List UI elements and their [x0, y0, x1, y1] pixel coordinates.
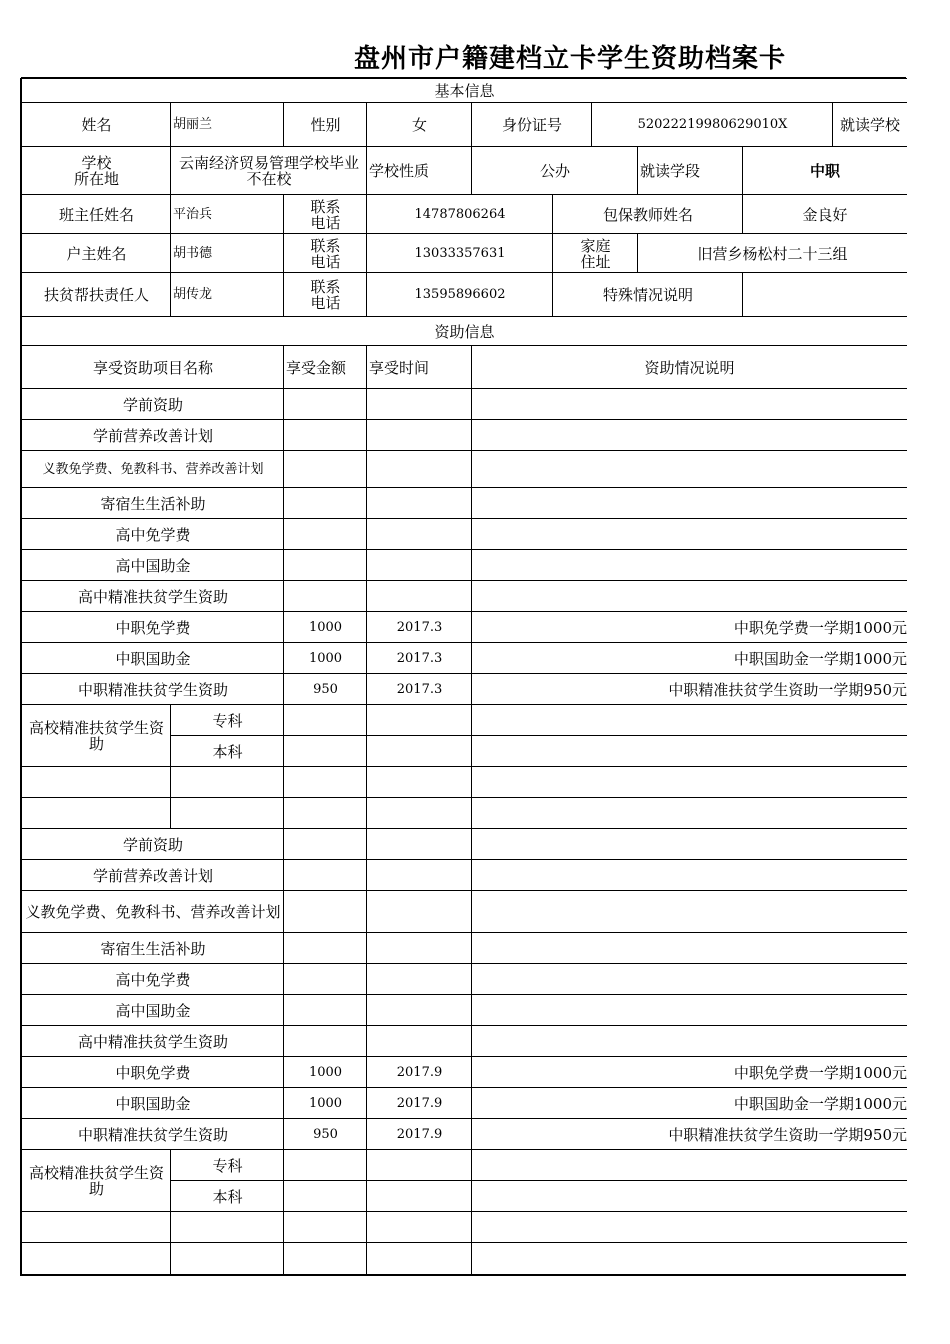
blank-cell — [283, 766, 367, 798]
aid-item-note: 中职国助金一学期1000元 — [471, 642, 907, 674]
college-aid-label: 高校精准扶贫学生资助 — [21, 704, 171, 767]
id-number-value: 52022219980629010X — [591, 102, 833, 147]
aid-item-note — [471, 963, 907, 995]
school-location-value — [170, 146, 367, 195]
aid-item-note — [471, 932, 907, 964]
aid-item-amount — [283, 450, 367, 488]
aid-item-name: 高中精准扶贫学生资助 — [21, 1025, 284, 1057]
blank-cell — [366, 1242, 472, 1276]
aid-item-amount — [283, 1025, 367, 1057]
aid-item-time: 2017.3 — [366, 611, 472, 643]
aid-item-note — [471, 1180, 907, 1212]
stage-value: 中职 — [742, 146, 907, 195]
school-label: 就读学校 — [832, 102, 907, 147]
aid-item-name: 高中精准扶贫学生资助 — [21, 580, 284, 612]
blank-cell — [21, 797, 171, 829]
aid-item-note — [471, 549, 907, 581]
college-aid-label: 高校精准扶贫学生资助 — [21, 1149, 171, 1212]
aid-item-note — [471, 518, 907, 550]
householder-phone-value: 13033357631 — [366, 233, 553, 273]
gender-label: 性别 — [283, 102, 367, 147]
guard-teacher-label: 包保教师姓名 — [552, 194, 743, 234]
blank-cell — [21, 1211, 171, 1243]
col-header-name: 享受资助项目名称 — [21, 345, 284, 389]
aid-item-amount — [283, 735, 367, 767]
aid-item-amount: 950 — [283, 1118, 367, 1150]
aid-item-time — [366, 1025, 472, 1057]
id-label: 身份证号 — [471, 102, 592, 147]
college-zhuanke-label: 专科 — [170, 704, 284, 736]
aid-item-amount: 1000 — [283, 1056, 367, 1088]
aid-item-amount — [283, 419, 367, 451]
aid-item-time: 2017.3 — [366, 642, 472, 674]
aid-item-time — [366, 419, 472, 451]
aid-item-note — [471, 1025, 907, 1057]
aid-item-amount — [283, 549, 367, 581]
address-label-line: 住址 — [580, 252, 611, 271]
aid-item-time — [366, 580, 472, 612]
aid-item-note — [471, 580, 907, 612]
aid-item-amount — [283, 1149, 367, 1181]
blank-cell — [366, 1211, 472, 1243]
blank-cell — [170, 1242, 284, 1276]
aid-person-phone-label-line: 联系 — [310, 278, 341, 296]
aid-item-name: 高中免学费 — [21, 518, 284, 550]
aid-item-name: 中职国助金 — [21, 1087, 284, 1119]
aid-item-amount — [283, 932, 367, 964]
school-type-value: 公办 — [471, 146, 638, 195]
section-aid-info: 资助信息 — [21, 316, 907, 346]
aid-item-amount — [283, 890, 367, 933]
teacher-phone-label-line: 联系 — [310, 197, 341, 216]
aid-item-name: 高中免学费 — [21, 963, 284, 995]
aid-item-name: 义教免学费、免教科书、营养改善计划 — [21, 450, 284, 488]
aid-item-amount — [283, 704, 367, 736]
teacher-value: 平治兵 — [170, 194, 284, 234]
aid-item-name: 寄宿生生活补助 — [21, 487, 284, 519]
aid-item-note — [471, 890, 907, 933]
aid-item-note — [471, 828, 907, 860]
aid-item-name: 学前资助 — [21, 828, 284, 860]
aid-item-time — [366, 828, 472, 860]
aid-item-note — [471, 1149, 907, 1181]
aid-item-note: 中职精准扶贫学生资助一学期950元 — [471, 673, 907, 705]
blank-cell — [170, 797, 284, 829]
aid-item-time: 2017.9 — [366, 1087, 472, 1119]
aid-item-time — [366, 388, 472, 420]
aid-item-time — [366, 994, 472, 1026]
blank-cell — [471, 797, 907, 829]
aid-item-time — [366, 704, 472, 736]
school-type-label: 学校性质 — [366, 146, 472, 195]
aid-item-note: 中职国助金一学期1000元 — [471, 1087, 907, 1119]
aid-item-name: 中职国助金 — [21, 642, 284, 674]
aid-item-amount — [283, 487, 367, 519]
aid-item-time — [366, 1180, 472, 1212]
aid-item-name: 高中国助金 — [21, 549, 284, 581]
blank-cell — [21, 766, 171, 798]
aid-item-amount: 1000 — [283, 1087, 367, 1119]
aid-item-note — [471, 487, 907, 519]
guard-teacher-value: 金良好 — [742, 194, 907, 234]
teacher-phone-value: 14787806264 — [366, 194, 553, 234]
college-zhuanke-label: 专科 — [170, 1149, 284, 1181]
aid-item-note: 中职免学费一学期1000元 — [471, 611, 907, 643]
name-label: 姓名 — [21, 102, 171, 147]
aid-item-time: 2017.9 — [366, 1118, 472, 1150]
aid-item-name: 中职精准扶贫学生资助 — [21, 1118, 284, 1150]
col-header-time: 享受时间 — [366, 345, 472, 389]
householder-phone-label-line: 联系 — [310, 236, 341, 255]
aid-item-note — [471, 994, 907, 1026]
name-value: 胡丽兰 — [170, 102, 284, 147]
aid-item-time — [366, 735, 472, 767]
aid-item-name: 高中国助金 — [21, 994, 284, 1026]
teacher-label: 班主任姓名 — [21, 194, 171, 234]
aid-item-amount — [283, 963, 367, 995]
householder-phone-label-line: 电话 — [310, 252, 341, 271]
aid-person-phone-label — [283, 272, 367, 317]
householder-phone-label — [283, 233, 367, 273]
aid-item-note — [471, 388, 907, 420]
aid-item-amount: 1000 — [283, 642, 367, 674]
school-location-label — [21, 146, 171, 195]
blank-cell — [283, 1242, 367, 1276]
aid-item-note: 中职精准扶贫学生资助一学期950元 — [471, 1118, 907, 1150]
table-bottom-border — [21, 1274, 906, 1276]
aid-item-time — [366, 450, 472, 488]
blank-cell — [471, 1211, 907, 1243]
aid-item-amount — [283, 994, 367, 1026]
page-title: 盘州市户籍建档立卡学生资助档案卡 — [353, 44, 786, 74]
blank-cell — [471, 766, 907, 798]
aid-item-amount — [283, 828, 367, 860]
gender-value: 女 — [366, 102, 472, 147]
aid-item-time — [366, 518, 472, 550]
college-benke-label: 本科 — [170, 1180, 284, 1212]
aid-item-amount: 1000 — [283, 611, 367, 643]
aid-item-note — [471, 419, 907, 451]
blank-cell — [471, 1242, 907, 1276]
blank-cell — [283, 1211, 367, 1243]
school-location-label-line: 学校 — [81, 154, 112, 172]
aid-person-phone-label-line: 电话 — [310, 294, 341, 312]
address-label-line: 家庭 — [580, 236, 611, 255]
aid-item-amount — [283, 1180, 367, 1212]
aid-item-time — [366, 487, 472, 519]
teacher-phone-label-line: 电话 — [310, 213, 341, 232]
aid-item-amount — [283, 580, 367, 612]
address-value: 旧营乡杨松村二十三组 — [637, 233, 907, 273]
aid-item-name: 学前营养改善计划 — [21, 859, 284, 891]
school-location-value-line: 云南经济贸易管理学校毕业 — [178, 154, 359, 172]
blank-cell — [283, 797, 367, 829]
aid-item-amount — [283, 388, 367, 420]
aid-item-time — [366, 549, 472, 581]
aid-item-note — [471, 704, 907, 736]
aid-item-name: 中职免学费 — [21, 1056, 284, 1088]
aid-item-note — [471, 735, 907, 767]
aid-item-amount — [283, 859, 367, 891]
blank-cell — [21, 1242, 171, 1276]
blank-cell — [366, 766, 472, 798]
teacher-phone-label — [283, 194, 367, 234]
aid-item-name: 中职精准扶贫学生资助 — [21, 673, 284, 705]
aid-item-name: 中职免学费 — [21, 611, 284, 643]
table-left-border — [20, 78, 22, 1276]
aid-item-amount: 950 — [283, 673, 367, 705]
aid-item-time — [366, 890, 472, 933]
special-label: 特殊情况说明 — [552, 272, 743, 317]
col-header-note: 资助情况说明 — [471, 345, 907, 389]
householder-label: 户主姓名 — [21, 233, 171, 273]
school-location-label-line: 所在地 — [73, 170, 119, 188]
aid-item-note: 中职免学费一学期1000元 — [471, 1056, 907, 1088]
aid-item-time — [366, 1149, 472, 1181]
special-value — [742, 272, 907, 317]
blank-cell — [366, 797, 472, 829]
aid-item-time — [366, 963, 472, 995]
householder-value: 胡书德 — [170, 233, 284, 273]
blank-cell — [170, 766, 284, 798]
aid-item-name: 学前资助 — [21, 388, 284, 420]
aid-item-time: 2017.3 — [366, 673, 472, 705]
college-benke-label: 本科 — [170, 735, 284, 767]
aid-item-time — [366, 932, 472, 964]
aid-person-value: 胡传龙 — [170, 272, 284, 317]
aid-item-note — [471, 450, 907, 488]
aid-person-phone-value: 13595896602 — [366, 272, 553, 317]
aid-person-label: 扶贫帮扶责任人 — [21, 272, 171, 317]
aid-item-name: 义教免学费、免教科书、营养改善计划 — [21, 890, 284, 933]
aid-item-amount — [283, 518, 367, 550]
stage-label: 就读学段 — [637, 146, 743, 195]
address-label — [552, 233, 638, 273]
table-top-border — [21, 77, 906, 79]
aid-item-time — [366, 859, 472, 891]
aid-item-name: 寄宿生生活补助 — [21, 932, 284, 964]
aid-item-name: 学前营养改善计划 — [21, 419, 284, 451]
school-location-value-line: 不在校 — [246, 170, 292, 188]
aid-item-time: 2017.9 — [366, 1056, 472, 1088]
aid-item-note — [471, 859, 907, 891]
col-header-amount: 享受金额 — [283, 345, 367, 389]
blank-cell — [170, 1211, 284, 1243]
section-basic-info: 基本信息 — [21, 78, 907, 103]
